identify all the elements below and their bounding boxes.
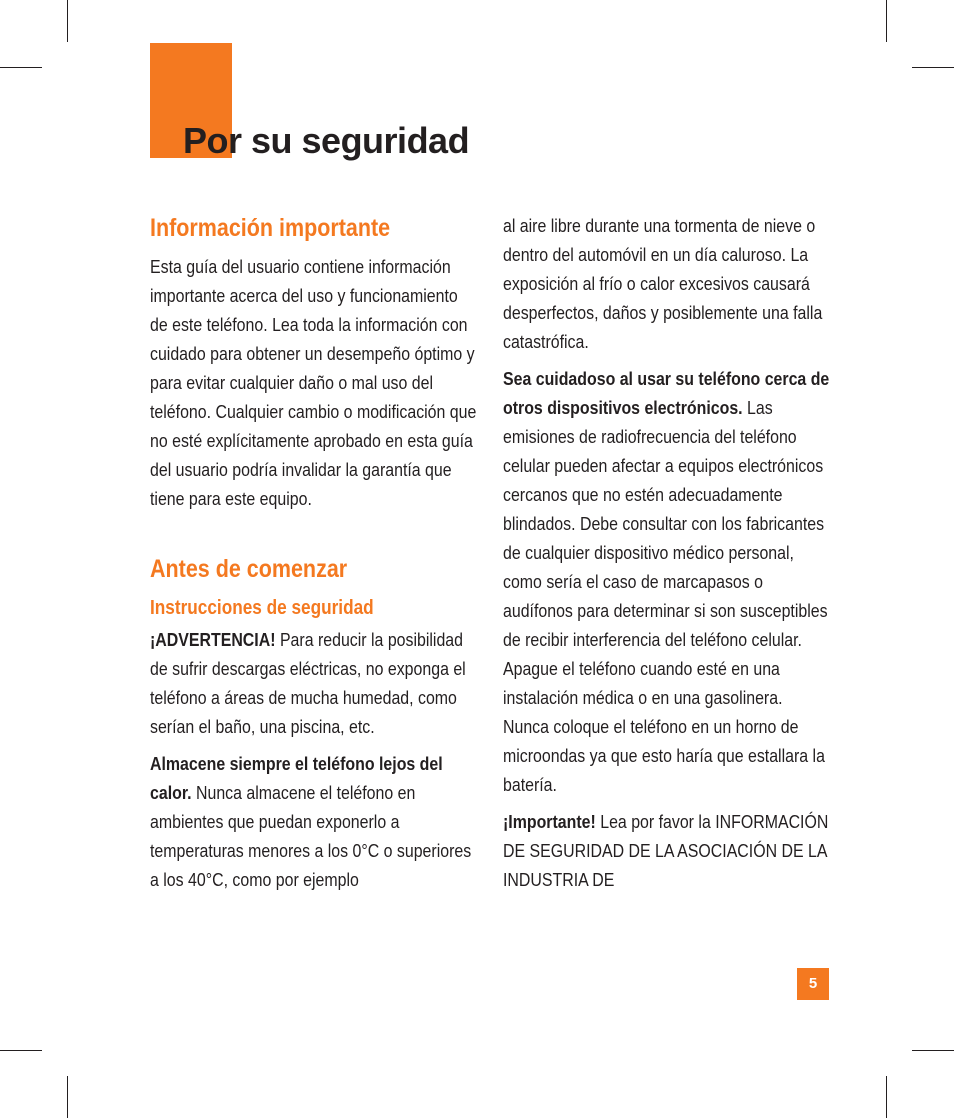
section-heading-before-start-text: Antes de comenzar xyxy=(150,555,348,583)
careful-electronics-lead: Sea cuidadoso al usar su teléfono cerca de otros dispositivos electrónicos. xyxy=(503,368,830,418)
warning-paragraph xyxy=(150,625,480,741)
subheading-safety-instructions-text: Instrucciones de seguridad xyxy=(150,597,374,619)
page-title: Por su seguridad xyxy=(183,120,470,161)
important-info-paragraph xyxy=(150,252,480,513)
crop-mark-bottom-right-horizontal xyxy=(912,1050,954,1051)
crop-mark-bottom-right-vertical xyxy=(886,1076,887,1118)
section-heading-before-start xyxy=(150,551,480,587)
crop-mark-top-left-horizontal xyxy=(0,67,42,68)
careful-electronics-text xyxy=(503,364,832,799)
crop-mark-top-right-vertical xyxy=(886,0,887,42)
crop-mark-top-right-horizontal xyxy=(912,67,954,68)
crop-mark-top-left-vertical xyxy=(67,0,68,42)
careful-electronics-paragraph xyxy=(503,364,833,799)
store-away-heat-text xyxy=(150,749,479,894)
section-spacer xyxy=(150,521,480,551)
crop-mark-bottom-left-horizontal xyxy=(0,1050,42,1051)
section-heading-important-info xyxy=(150,210,480,246)
subheading-safety-instructions xyxy=(150,593,480,623)
important-note-paragraph xyxy=(503,807,833,894)
warning-lead: ¡ADVERTENCIA! xyxy=(150,629,276,650)
important-note-text xyxy=(503,807,832,894)
warning-body: Para reducir la posibilidad de sufrir descargas eléctricas, no exponga el teléfono a áreas de mucha humedad, como serían el baño, una piscina, etc. xyxy=(150,629,466,737)
careful-electronics-body: Las emisiones de radiofrecuencia del teléfono celular pueden afectar a equipos electrónicos cercanos que no estén adecuadamente blindados. Debe consultar con los fabricantes de cualquier dispositivo médico personal, como sería el caso de marcapasos o audífonos para determinar si son susceptibles de recibir interferencia del teléfono celular. Apague el teléfono cuando esté en una instalación médica o en una gasolinera. Nunca coloque el teléfono en un horno de microondas ya que esto haría que estallara la batería. xyxy=(503,397,828,795)
left-column xyxy=(150,210,480,902)
store-away-heat-body: Nunca almacene el teléfono en ambientes que puedan exponerlo a temperaturas menores a los 0°C o superiores a los 40°C, como por ejemplo xyxy=(150,782,472,890)
crop-mark-bottom-left-vertical xyxy=(67,1076,68,1118)
important-note-lead: ¡Importante! xyxy=(503,811,596,832)
continued-paragraph xyxy=(503,211,833,356)
store-away-heat-paragraph xyxy=(150,749,480,894)
page-number: 5 xyxy=(797,968,829,1000)
continued-body: al aire libre durante una tormenta de nieve o dentro del automóvil en un día caluroso. La exposición al frío o calor excesivos causará desperfectos, daños y posiblemente una falla catastrófica. xyxy=(503,215,823,352)
store-away-heat-lead: Almacene siempre el teléfono lejos del calor. xyxy=(150,753,443,803)
warning-paragraph-text xyxy=(150,625,479,741)
important-note-body: Lea por favor la INFORMACIÓN DE SEGURIDAD DE LA ASOCIACIÓN DE LA INDUSTRIA DE xyxy=(503,811,829,890)
section-heading-important-info-text: Información importante xyxy=(150,214,391,242)
right-column xyxy=(503,211,833,902)
important-info-body: Esta guía del usuario contiene información importante acerca del uso y funcionamiento de este teléfono. Lea toda la información con cuidado para obtener un desempeño óptimo y para evitar cualquier daño o mal uso del teléfono. Cualquier cambio o modificación que no esté explícitamente aprobado en esta guía del usuario podría invalidar la garantía que tiene para este equipo. xyxy=(150,256,477,509)
